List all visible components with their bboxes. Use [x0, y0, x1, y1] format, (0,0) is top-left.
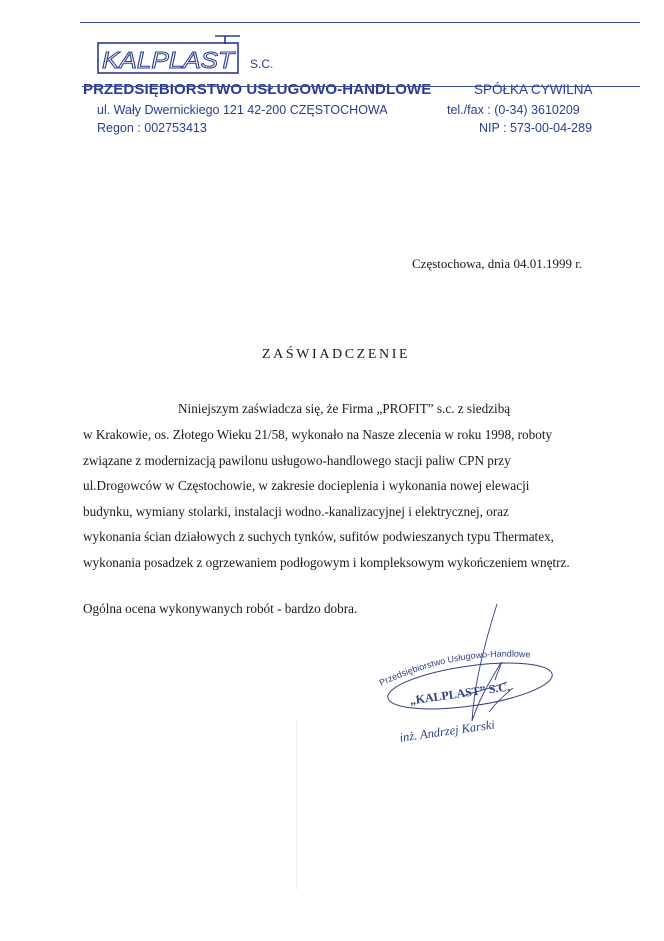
body-line: budynku, wymiany stolarki, instalacji wodno.-kanalizacyjnej i elektrycznej, oraz: [83, 504, 509, 519]
company-phone: tel./fax : (0-34) 3610209: [447, 103, 580, 117]
letter-title: ZAŚWIADCZENIE: [262, 347, 411, 362]
header-divider: [82, 86, 640, 87]
body-line: wykonania posadzek z ogrzewaniem podłogowym i kompleksowym wykończeniem wnętrz.: [83, 555, 570, 570]
body-line: ul.Drogowców w Częstochowie, w zakresie docieplenia i wykonania nowej elewacji: [83, 478, 530, 493]
body-line: Niniejszym zaświadcza się, że Firma „PROFIT” s.c. z siedzibą: [178, 401, 511, 416]
scan-artifact-line: [296, 720, 297, 890]
company-regon: Regon : 002753413: [97, 121, 207, 135]
company-form: SPÓŁKA CYWILNA: [474, 82, 593, 97]
company-nip: NIP : 573-00-04-289: [479, 121, 593, 135]
body-line: w Krakowie, os. Złotego Wieku 21/58, wykonało na Nasze zlecenia w roku 1998, roboty: [83, 427, 553, 442]
kalplast-logo: [97, 34, 241, 78]
logo-wordmark: KALPLAST: [102, 47, 237, 73]
logo-suffix: S.C.: [250, 57, 274, 71]
stamp-signatory: inż. Andrzej Karski: [398, 717, 496, 745]
company-stamp-and-signature: [375, 596, 575, 746]
company-address: ul. Wały Dwernickiego 121 42-200 CZĘSTOCHOWA: [97, 103, 388, 117]
body-line: związane z modernizacją pawilonu usługowo-handlowego stacji paliw CPN przy: [83, 453, 511, 468]
company-name: PRZEDSIĘBIORSTWO USŁUGOWO-HANDLOWE: [83, 81, 432, 98]
header-top-rule: [80, 22, 640, 23]
body-line: wykonania ścian działowych z suchych tynków, sufitów podwieszanych typu Thermatex,: [83, 529, 554, 544]
stamp-company: „KALPLAST” S.C.: [408, 679, 511, 708]
stamp-ring-text: Przedsiębiorstwo Usługowo-Handlowe: [377, 648, 531, 688]
date-line: Częstochowa, dnia 04.01.1999 r.: [412, 256, 583, 271]
closing-line: Ogólna ocena wykonywanych robót - bardzo dobra.: [83, 601, 358, 616]
